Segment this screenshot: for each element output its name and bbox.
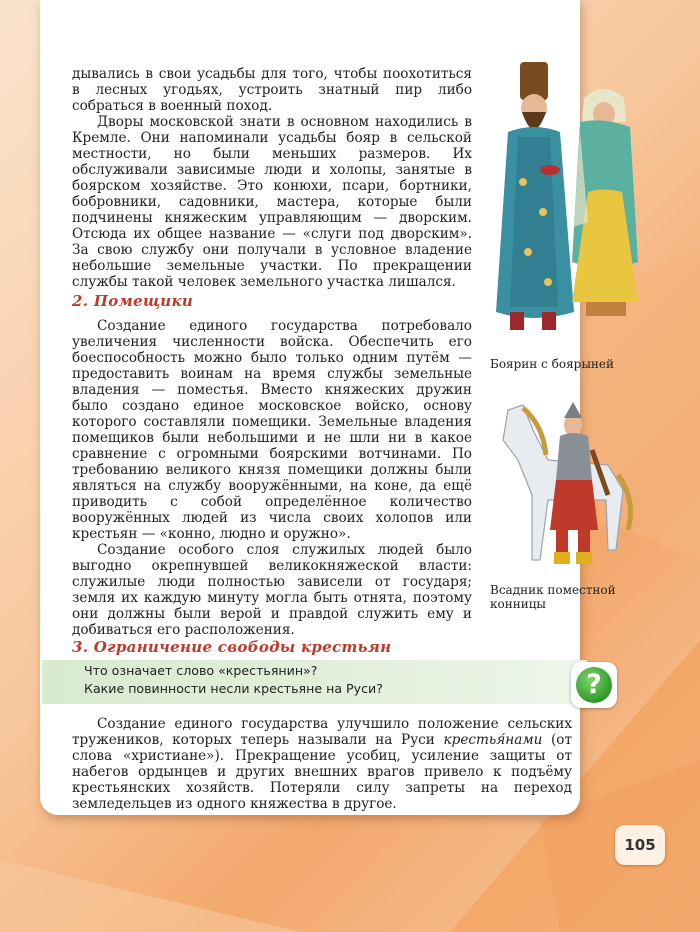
caption-boyar: Боярин с боярыней (490, 357, 614, 371)
heading-peasants: 3. Ограничение свободы крестьян (72, 638, 392, 656)
text-part: Создание единого государства улучшило положение сельских тружеников, которых теперь называли на Руси (72, 716, 572, 748)
paragraph: Создание единого государства потребовало увеличения численности войска. Обеспечить его боеспособность можно было только одним путём — предоставить воинам на время службы земельные владения — поместья. Вместо княжеских дружин было создано единое московское войско, основу которого составляли помещики. Земельные владения помещиков были небольшими и не шли ни в какое сравнение с огромными боярскими вотчинами. По требованию великого князя помещики должны были являться на службу вооружёнными, на коне, да ещё приводить с собой определённое количество вооружённых людей из числа своих холопов или крестьян — «конно, людно и оружно». (72, 318, 472, 542)
caption-rider-text: Всадник поместной конницы (490, 583, 616, 611)
horseman-illustration (488, 400, 638, 575)
boyar-couple-illustration (488, 62, 648, 347)
page-number: 105 (615, 825, 665, 865)
caption-rider (490, 583, 640, 611)
question-icon (571, 662, 617, 708)
paragraph: дывались в свои усадьбы для того, чтобы поохотиться в лесных угодьях, устроить знатный пир либо собраться в военный поход. (72, 66, 472, 114)
heading-pomeshchiki: 2. Помещики (72, 292, 194, 310)
question-2: Какие повинности несли крестьяне на Руси? (84, 681, 383, 696)
paragraph (72, 716, 572, 812)
question-box (42, 660, 587, 704)
intro-text (72, 66, 472, 290)
paragraph: Создание особого слоя служилых людей было выгодно окрепнувшей великокняжеской власти: служилые люди полностью зависели от государя; земля их каждую минуту могла быть отнята, поэтому они должны были верой и правдой служить ему и добиваться его расположения. (72, 542, 472, 638)
text-part: (от слова «христиане»). Прекращение усобиц, усиление защиты от набегов ордынцев и других внешних врагов привело к подъёму крестьянских хозяйств. Потеряли силу запреты на переход земледельцев из одного княжества в другое. (72, 732, 572, 812)
pomeshchiki-text (72, 318, 472, 638)
term-italic: крестья́нами (443, 732, 543, 748)
question-mark-icon: ? (576, 667, 612, 703)
final-text (72, 716, 572, 812)
question-1: Что означает слово «крестьянин»? (84, 663, 318, 678)
paragraph: Дворы московской знати в основном находились в Кремле. Они напоминали усадьбы бояр в сельской местности, но были меньших размеров. Их обслуживали зависимые люди и холопы, занятые в боярском хозяйстве. Это конюхи, псари, бортники, бобровники, садовники, мастера, которые были подчинены княжеским управляющим — дворским. Отсюда их общее название — «слуги под дворским». За свою службу они получали в условное владение небольшие земельные участки. По прекращении службы такой человек земельного участка лишался. (72, 114, 472, 290)
